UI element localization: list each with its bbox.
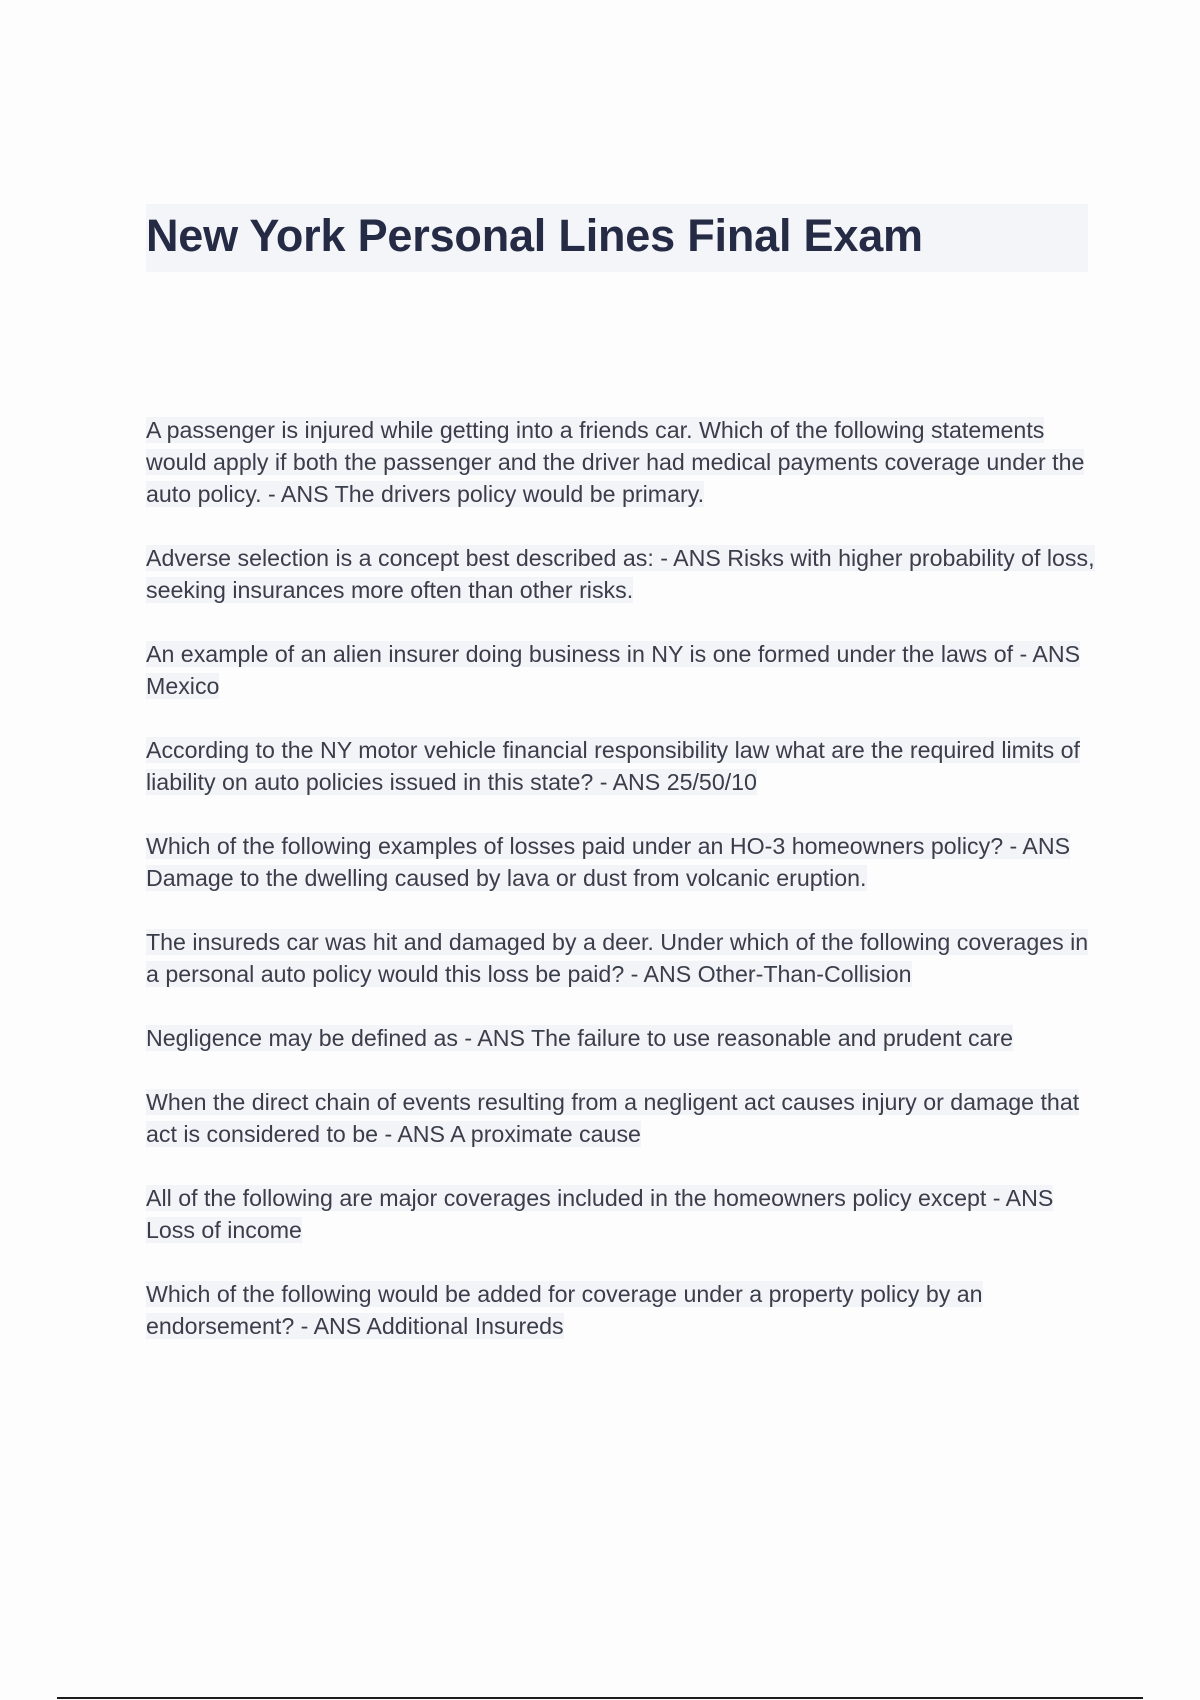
qa-item <box>146 926 1096 990</box>
qa-item <box>146 830 1096 894</box>
qa-text: Negligence may be defined as - ANS The failure to use reasonable and prudent care <box>146 1025 1014 1051</box>
qa-text: According to the NY motor vehicle financial responsibility law what are the required limits of liability on auto policies issued in this state? - ANS 25/50/10 <box>146 737 1080 795</box>
qa-text: Which of the following examples of losses paid under an HO-3 homeowners policy? - ANS Damage to the dwelling caused by lava or dust from volcanic eruption. <box>146 833 1071 891</box>
qa-text: All of the following are major coverages included in the homeowners policy except - ANS Loss of income <box>146 1185 1054 1243</box>
qa-item <box>146 1182 1096 1246</box>
qa-item <box>146 734 1096 798</box>
qa-item <box>146 638 1096 702</box>
qa-text: Adverse selection is a concept best described as: - ANS Risks with higher probability of loss, seeking insurances more often than other risks. <box>146 545 1095 603</box>
qa-item <box>146 1278 1096 1342</box>
qa-text: A passenger is injured while getting into a friends car. Which of the following statements would apply if both the passenger and the driver had medical payments coverage under the auto policy. - ANS The drivers policy would be primary. <box>146 417 1085 507</box>
title-block <box>146 204 1088 272</box>
footer-divider <box>57 1697 1143 1699</box>
qa-item <box>146 1086 1096 1150</box>
qa-text: When the direct chain of events resulting from a negligent act causes injury or damage that act is considered to be - ANS A proximate cause <box>146 1089 1080 1147</box>
qa-text: An example of an alien insurer doing business in NY is one formed under the laws of - ANS Mexico <box>146 641 1081 699</box>
page-title: New York Personal Lines Final Exam <box>146 210 923 261</box>
qa-item <box>146 414 1096 510</box>
qa-list <box>146 414 1096 1374</box>
qa-item <box>146 542 1096 606</box>
qa-text: The insureds car was hit and damaged by a deer. Under which of the following coverages in a personal auto policy would this loss be paid? - ANS Other-Than-Collision <box>146 929 1089 987</box>
qa-text: Which of the following would be added for coverage under a property policy by an endorsement? - ANS Additional Insureds <box>146 1281 983 1339</box>
qa-item <box>146 1022 1096 1054</box>
